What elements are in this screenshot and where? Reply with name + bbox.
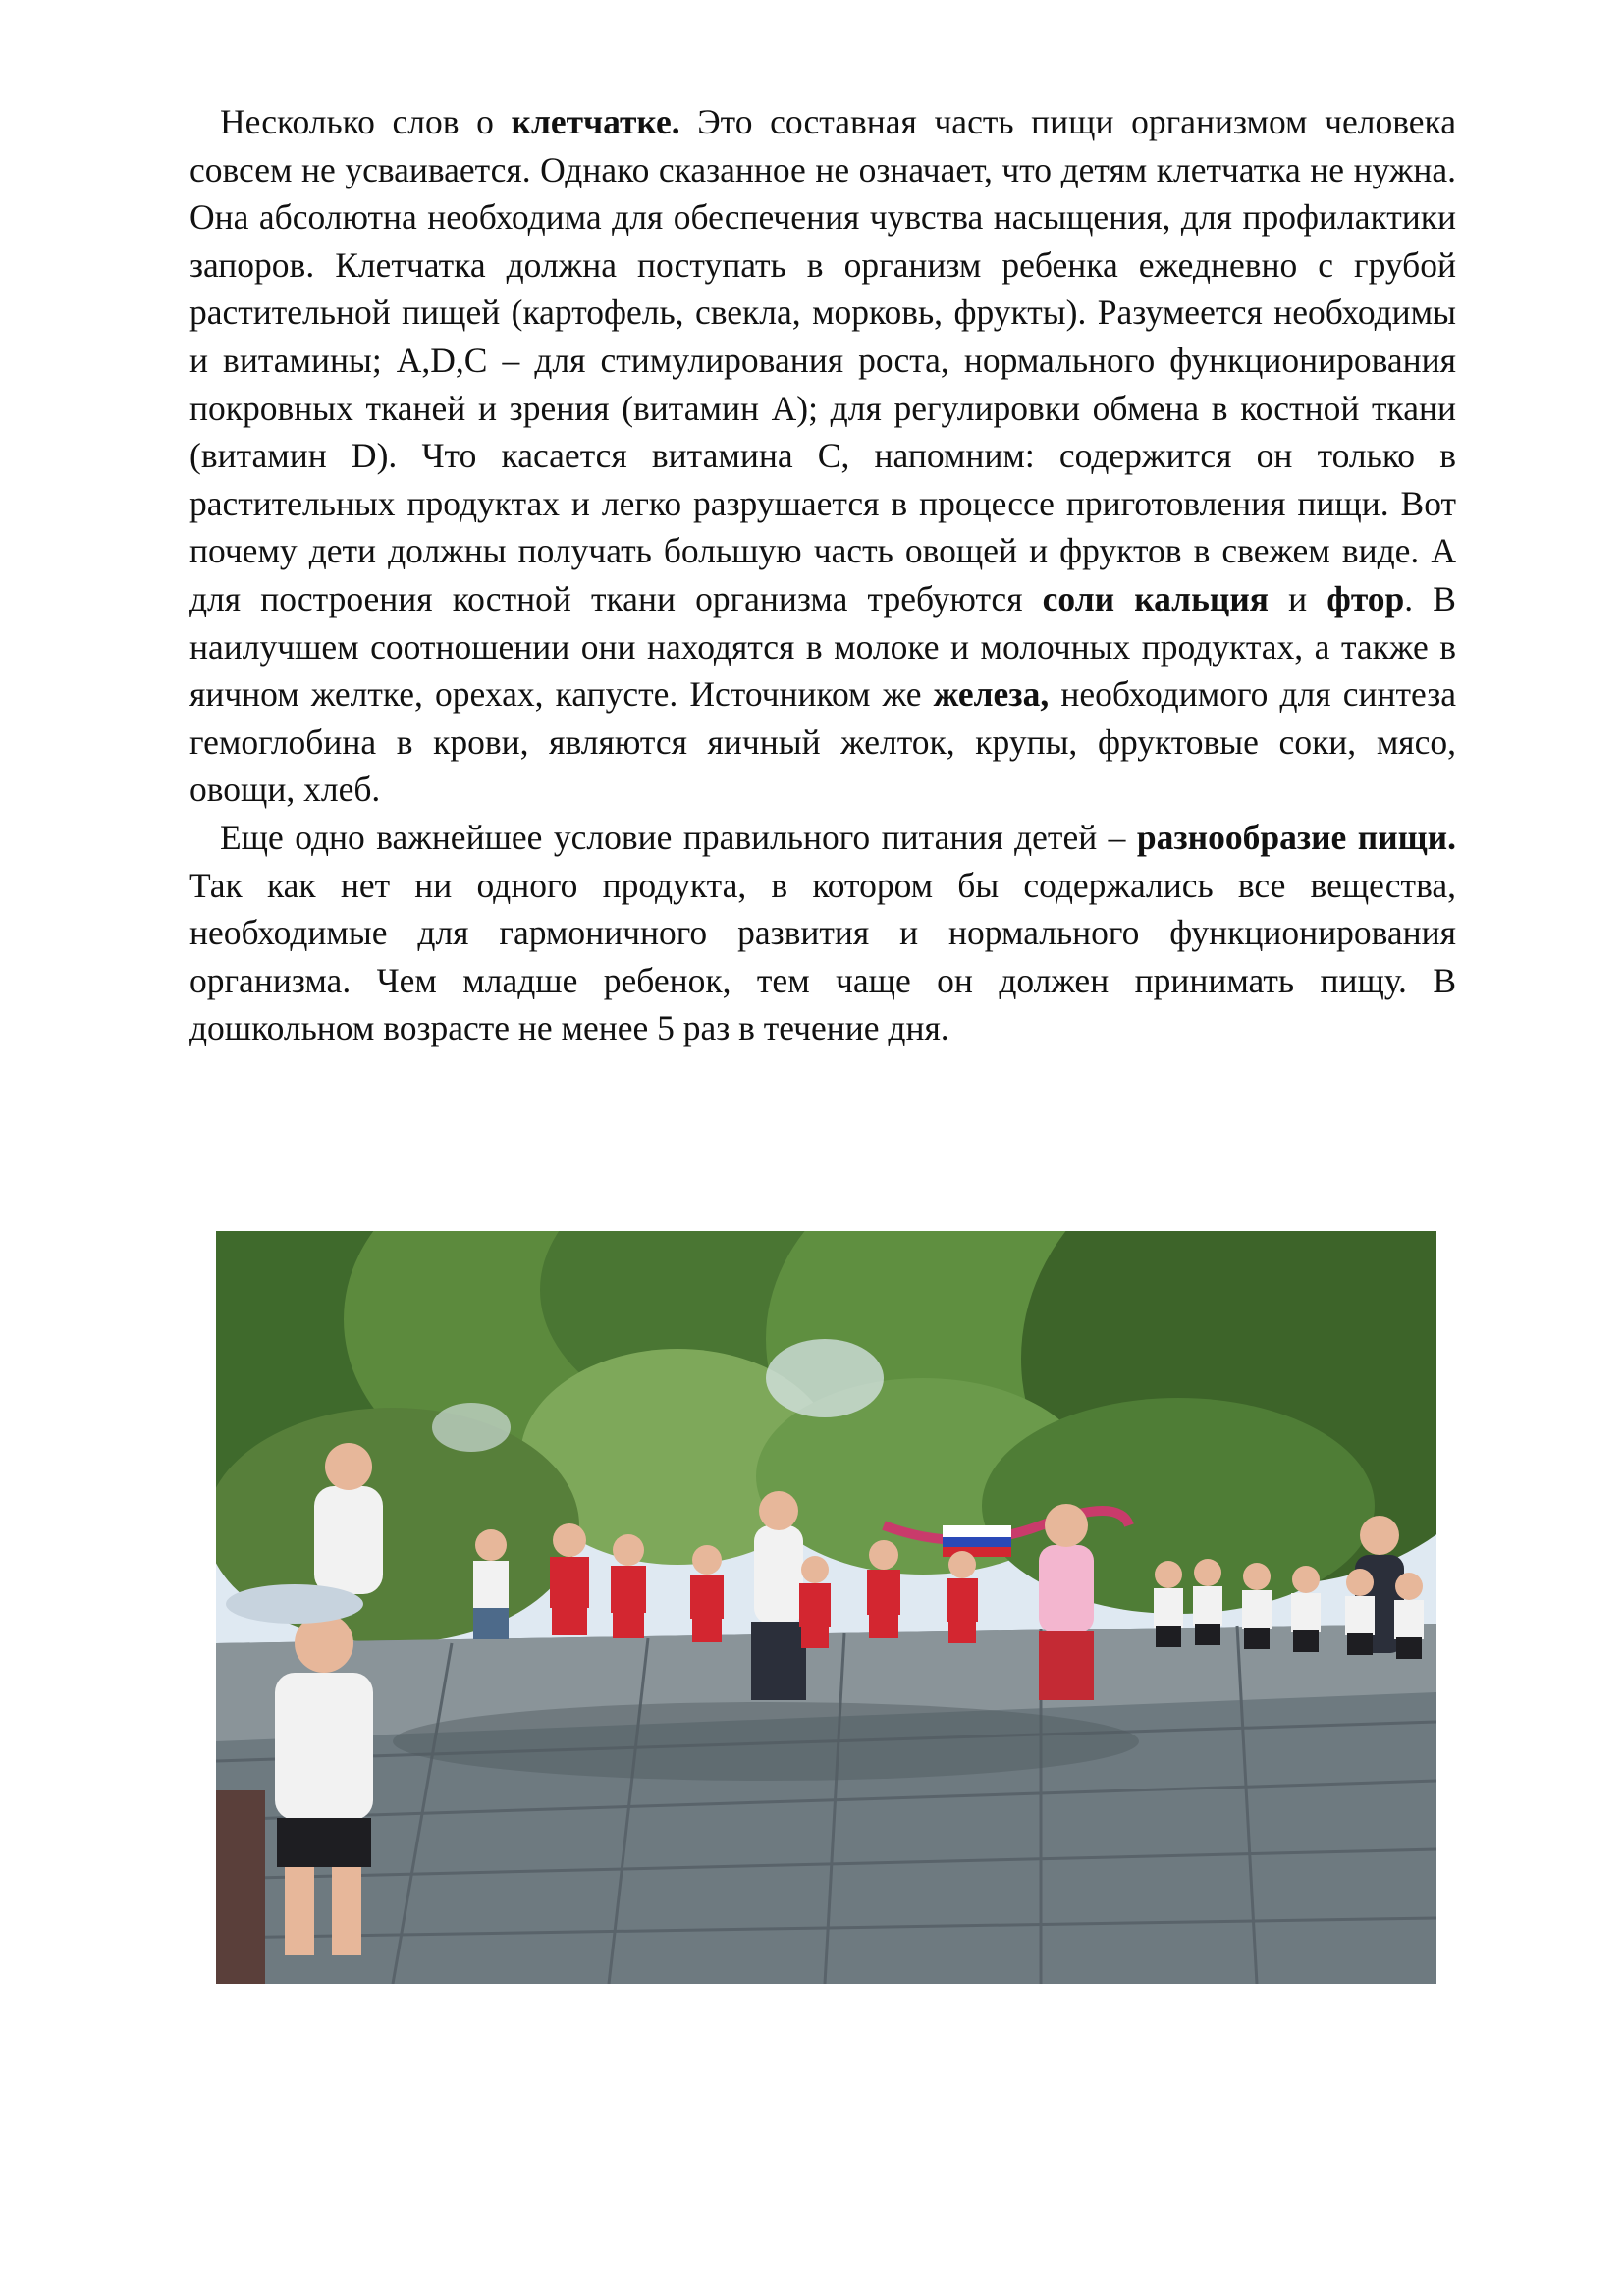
run: необходимого для синтеза гемоглобина в крови, являются яичный желток, крупы, фруктовые соки, мясо, овощи, хлеб.	[189, 674, 1456, 810]
run-bold: соли кальция	[1042, 578, 1269, 618]
run: . В наилучшем соотношении они находятся в молоке и молочных продуктах, а также в яичном желтке, орехах, капусте. Источником же	[189, 578, 1456, 715]
run-bold: фтор	[1326, 578, 1405, 618]
run: Это составная часть пищи организмом человека совсем не усваивается. Однако сказанное не означает, что детям клетчатка не нужна. Она абсолютна необходима для обеспечения чувства насыщения, для профилактики запоров. Клетчатка должна поступать в организм ребенка ежедневно с грубой растительной пищей (картофель, свекла, морковь, фрукты). Разумеется необходимы и витамины; A,D,C – для стимулирования роста, нормального функционирования покровных тканей и зрения (витамин A); для регулировки обмена в костной ткани (витамин D). Что касается витамина С, напомним: содержится он только в растительных продуктах и легко разрушается в процессе приготовления пищи. Вот почему дети должны получать большую часть овощей и фруктов в свежем виде. А для построения костной ткани организма требуются	[189, 102, 1456, 618]
run-bold: железа,	[933, 674, 1050, 715]
paragraph-variety	[189, 814, 1456, 1052]
run: и	[1268, 578, 1327, 618]
run: Еще одно важнейшее условие правильного питания детей –	[220, 817, 1137, 857]
kindergarten-photo	[216, 1231, 1436, 1984]
run: Так как нет ни одного продукта, в котором бы содержались все вещества, необходимые для гармоничного развития и нормального функционирования организма. Чем младше ребенок, тем чаще он должен принимать пищу. В дошкольном возрасте не менее 5 раз в течение дня.	[189, 865, 1456, 1048]
run-bold: клетчатке.	[511, 102, 680, 141]
paragraph-fiber	[189, 98, 1456, 814]
run: Несколько слов о	[220, 102, 512, 141]
photo-illustration	[216, 1231, 1436, 1984]
pavement	[216, 1624, 1436, 1984]
document-body	[189, 98, 1456, 1052]
run-bold: разнообразие пищи.	[1136, 817, 1456, 857]
